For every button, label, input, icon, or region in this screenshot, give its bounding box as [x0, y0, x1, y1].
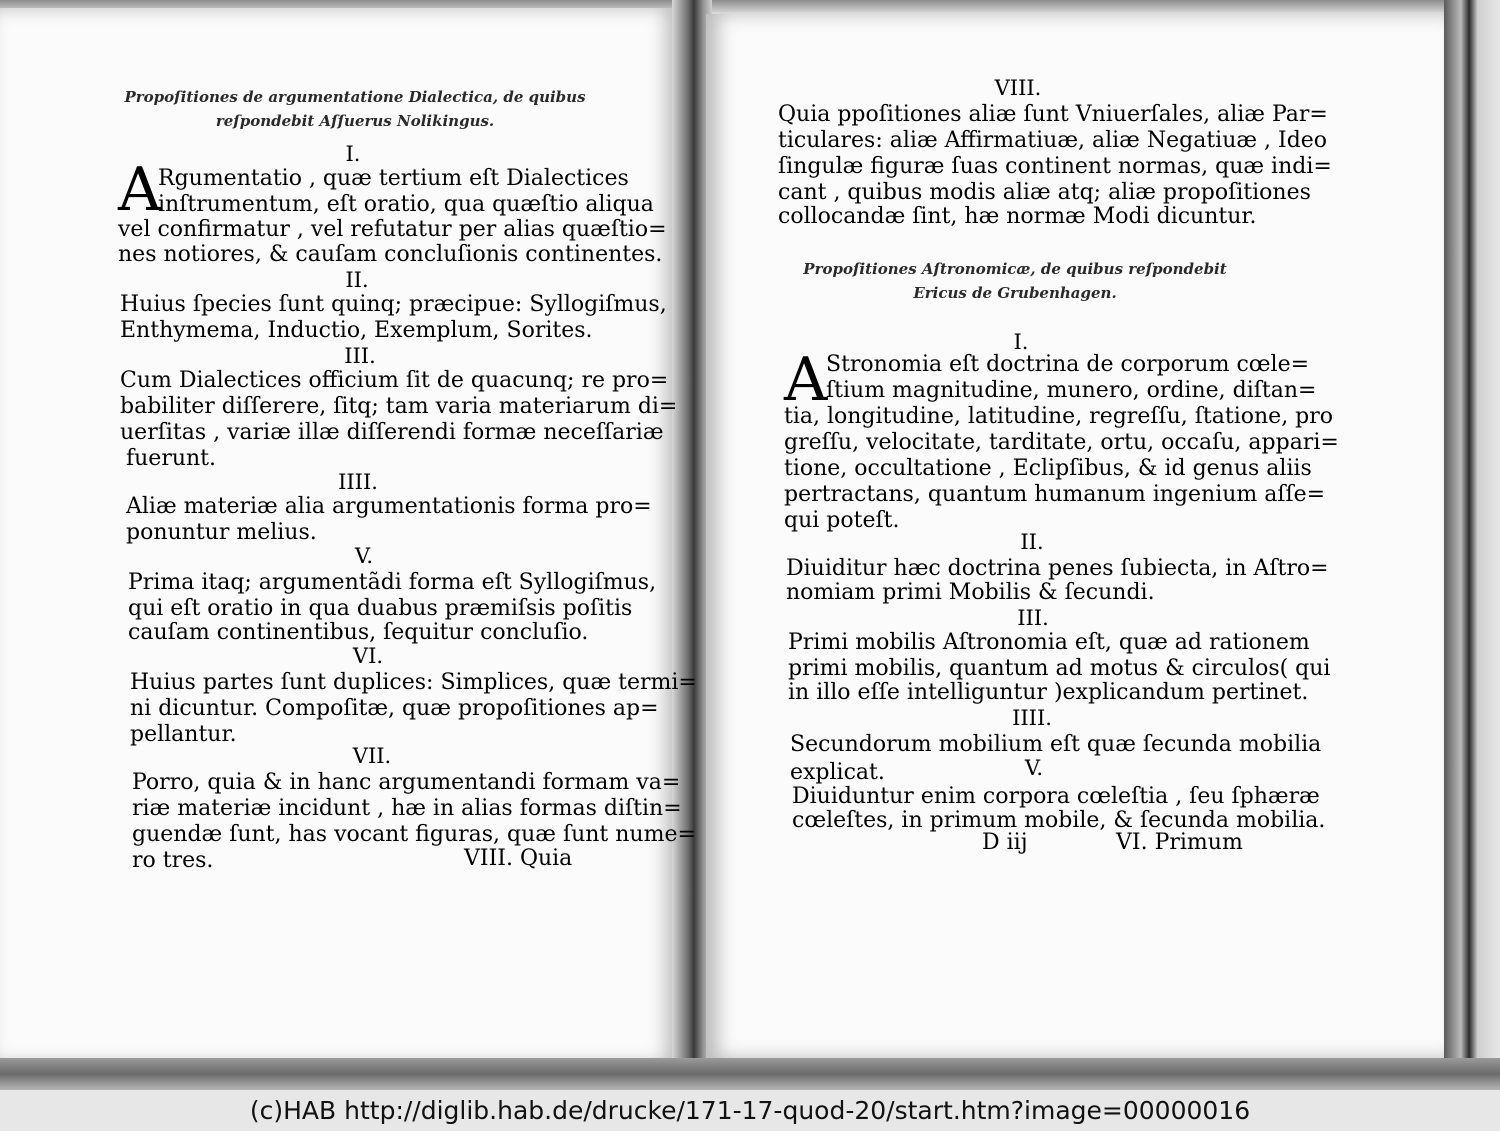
- text-line: Enthymema, Inductio, Exemplum, Sorites.: [120, 318, 593, 343]
- text-line: Rgumentatio , quæ tertium eſt Dialectices: [158, 166, 629, 191]
- section-numeral: III.: [344, 344, 376, 368]
- catchword: VI. Primum: [1116, 830, 1243, 855]
- section-numeral: II.: [1020, 530, 1044, 554]
- section-numeral: V.: [354, 544, 374, 568]
- text-line: babiliter diſſerere, ſitq; tam varia materiarum di=: [120, 394, 678, 419]
- text-line: inſtrumentum, eſt oratio, qua quæſtio aliqua: [158, 192, 654, 217]
- text-line: Diuiduntur enim corpora cœleſtia , ſeu ſphæræ: [792, 784, 1320, 809]
- text-line: uerſitas , variæ illæ diſſerendi formæ neceſſariæ: [120, 420, 664, 445]
- text-line: ticulares: aliæ Affirmatiuæ, aliæ Negatiuæ , Ideo: [778, 128, 1328, 153]
- text-line: Aliæ materiæ alia argumentationis forma pro=: [126, 494, 652, 519]
- text-line: pellantur.: [130, 722, 237, 747]
- copyright-footer: (c)HAB http://diglib.hab.de/drucke/171-17-quod-20/start.htm?image=00000016: [0, 1090, 1500, 1131]
- text-line: nomiam primi Mobilis & ſecundi.: [786, 580, 1155, 605]
- drop-cap: A: [784, 345, 828, 415]
- text-line: collocandæ ſint, hæ normæ Modi dicuntur.: [778, 204, 1257, 229]
- bottom-edge: [0, 1058, 1500, 1090]
- section-numeral: VII.: [352, 744, 392, 768]
- text-line: Cum Dialectices officium ſit de quacunq; re pro=: [120, 368, 669, 393]
- text-line: cœleſtes, in primum mobile, & ſecunda mobilia.: [792, 808, 1326, 833]
- section-numeral: II.: [345, 268, 369, 292]
- text-line: primi mobilis, quantum ad motus & circulos( qui: [788, 656, 1331, 681]
- right-heading-line-1: Propoſitiones Aſtronomicæ, de quibus reſpondebit: [803, 260, 1227, 278]
- text-line: cant , quibus modis aliæ atq; aliæ propoſitiones: [778, 180, 1311, 205]
- text-line: greſſu, velocitate, tarditate, ortu, occaſu, appari=: [784, 430, 1339, 455]
- text-line: Huius partes ſunt duplices: Simplices, quæ termi=: [130, 670, 697, 695]
- text-line: Stronomia eſt doctrina de corporum cœle=: [826, 352, 1310, 377]
- text-line: fuerunt.: [126, 446, 217, 471]
- fore-edge: [1444, 0, 1500, 1090]
- section-numeral: I.: [1013, 330, 1029, 354]
- text-line: ſingulæ figuræ ſuas continent normas, quæ indi=: [778, 154, 1332, 179]
- text-line: nes notiores, & cauſam concluſionis continentes.: [118, 242, 663, 267]
- text-line: Primi mobilis Aſtronomia eſt, quæ ad rationem: [788, 630, 1310, 655]
- text-line: cauſam continentibus, ſequitur concluſio.: [128, 620, 589, 645]
- text-line: Prima itaq; argumentãdi forma eſt Syllogiſmus,: [128, 570, 657, 595]
- text-line: riæ materiæ incidunt , hæ in alias formas diſtin=: [132, 796, 682, 821]
- catchword: VIII. Quia: [464, 846, 573, 871]
- text-line: ni dicuntur. Compoſitæ, quæ propoſitiones ap=: [130, 696, 659, 721]
- section-numeral: VI.: [352, 644, 384, 668]
- section-numeral: III.: [1017, 606, 1049, 630]
- text-line: ſtium magnitudine, munero, ordine, diſtan=: [826, 378, 1317, 403]
- text-line: Secundorum mobilium eſt quæ ſecunda mobilia: [790, 732, 1322, 757]
- text-line: ponuntur melius.: [126, 520, 317, 545]
- text-line: explicat.: [790, 760, 885, 785]
- left-heading-line-2: reſpondebit Aſſuerus Nolikingus.: [215, 112, 495, 130]
- text-line: qui eſt oratio in qua duabus præmiſsis poſitis: [128, 596, 633, 621]
- section-numeral: IIII.: [338, 470, 378, 494]
- text-line: Porro, quia & in hanc argumentandi formam va=: [132, 770, 681, 795]
- signature-mark: D iij: [982, 830, 1028, 855]
- section-numeral: I.: [345, 142, 361, 166]
- drop-cap: A: [118, 155, 162, 225]
- text-line: guendæ ſunt, has vocant figuras, quæ ſunt nume=: [132, 822, 696, 847]
- text-line: qui poteſt.: [784, 508, 900, 533]
- text-line: ro tres.: [132, 848, 214, 873]
- left-heading-line-1: Propoſitiones de argumentatione Dialectica, de quibus: [124, 88, 586, 106]
- section-numeral: VIII.: [994, 76, 1042, 100]
- text-line: tione, occultatione , Eclipſibus, & id genus aliis: [784, 456, 1312, 481]
- right-heading-line-2: Ericus de Grubenhagen.: [913, 284, 1117, 302]
- text-line: in illo eſſe intelliguntur )explicandum pertinet.: [788, 680, 1309, 705]
- text-line: pertractans, quantum humanum ingenium aſſe=: [784, 482, 1326, 507]
- text-line: Huius ſpecies ſunt quinq; præcipue: Syllogiſmus,: [120, 292, 667, 317]
- section-numeral: IIII.: [1012, 706, 1052, 730]
- text-line: Quia ppoſitiones aliæ ſunt Vniuerſales, aliæ Par=: [778, 102, 1328, 127]
- text-line: Diuiditur hæc doctrina penes ſubiecta, in Aſtro=: [786, 556, 1329, 581]
- text-line: vel confirmatur , vel refutatur per alias quæſtio=: [118, 217, 667, 242]
- section-numeral: V.: [1024, 756, 1044, 780]
- text-line: tia, longitudine, latitudine, regreſſu, ſtatione, pro: [784, 404, 1334, 429]
